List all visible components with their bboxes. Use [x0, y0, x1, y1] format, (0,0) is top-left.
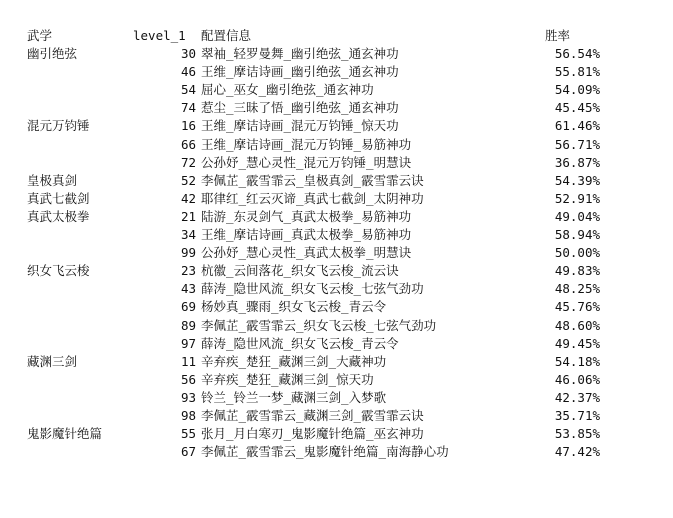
cell-peizhi: 辛弃疾_楚狂_藏渊三剑_惊天功 [201, 371, 374, 387]
cell-rate: 35.71% [554, 408, 600, 423]
cell-peizhi: 辛弃疾_楚狂_藏渊三剑_大藏神功 [201, 353, 387, 369]
table-row [0, 407, 673, 425]
cell-level: 23 [180, 263, 196, 279]
table-row [0, 117, 673, 135]
cell-rate: 49.83% [554, 263, 600, 279]
cell-level: 54 [180, 82, 196, 98]
cell-peizhi: 铃兰_铃兰一梦_藏渊三剑_入梦歌 [201, 389, 387, 405]
cell-rate: 58.94% [554, 227, 600, 242]
cell-level: 56 [180, 371, 196, 387]
cell-wuxue: 皇极真剑 [27, 172, 78, 188]
table-row [0, 154, 673, 172]
cell-peizhi: 惹尘_三昧了悟_幽引绝弦_通玄神功 [201, 100, 399, 116]
cell-rate: 45.76% [554, 299, 600, 315]
cell-peizhi: 王维_摩诘诗画_真武太极拳_易筋神功 [201, 227, 412, 242]
table-row [0, 262, 673, 280]
cell-level: 46 [180, 64, 196, 80]
cell-rate: 53.85% [554, 426, 600, 442]
cell-wuxue: 真武太极拳 [27, 208, 90, 224]
cell-peizhi: 王维_摩诘诗画_混元万钧锤_易筋神功 [201, 136, 412, 152]
table-row [0, 99, 673, 117]
cell-peizhi: 公孙妤_慧心灵性_混元万钧锤_明慧诀 [201, 154, 412, 170]
header-shenglv: 胜率 [545, 28, 571, 43]
header-wuxue: 武学 [27, 28, 53, 43]
cell-level: 11 [180, 353, 196, 369]
cell-wuxue: 幽引绝弦 [27, 46, 78, 61]
cell-peizhi: 李佩芷_霰雪霏云_藏渊三剑_霰雪霏云诀 [201, 408, 424, 423]
cell-rate: 52.91% [554, 190, 600, 206]
cell-wuxue: 混元万钧锤 [27, 118, 90, 134]
cell-level: 42 [180, 190, 196, 206]
cell-rate: 55.81% [554, 64, 600, 80]
cell-peizhi: 陆游_东灵剑气_真武太极拳_易筋神功 [201, 208, 412, 224]
cell-level: 93 [180, 389, 196, 405]
cell-rate: 46.06% [554, 371, 600, 387]
cell-peizhi: 张月_月白寒刃_鬼影魔针绝篇_巫玄神功 [201, 426, 424, 442]
cell-level: 98 [180, 408, 196, 423]
cell-level: 21 [180, 208, 196, 224]
cell-rate: 56.54% [554, 46, 600, 61]
table-row [0, 425, 673, 443]
cell-rate: 47.42% [554, 444, 600, 460]
cell-rate: 49.04% [554, 208, 600, 224]
cell-level: 34 [180, 227, 196, 242]
table-row [0, 45, 673, 63]
cell-level: 89 [180, 317, 196, 333]
cell-peizhi: 王维_摩诘诗画_混元万钧锤_惊天功 [201, 118, 399, 134]
cell-peizhi: 李佩芷_霰雪霏云_皇极真剑_霰雪霏云诀 [201, 172, 424, 188]
cell-rate: 42.37% [554, 389, 600, 405]
cell-level: 16 [180, 118, 196, 134]
cell-rate: 56.71% [554, 136, 600, 152]
cell-level: 99 [180, 245, 196, 261]
cell-level: 97 [180, 335, 196, 351]
cell-rate: 50.00% [554, 245, 600, 261]
cell-peizhi: 杨妙真_骤雨_织女飞云梭_青云令 [201, 299, 387, 315]
cell-wuxue: 织女飞云梭 [27, 263, 90, 279]
table-row [0, 226, 673, 244]
table-row [0, 172, 673, 190]
table-row [0, 190, 673, 208]
table-row [0, 136, 673, 154]
cell-level: 43 [180, 281, 196, 297]
header-row [0, 27, 673, 45]
table-row [0, 280, 673, 298]
cell-peizhi: 王维_摩诘诗画_幽引绝弦_通玄神功 [201, 64, 399, 80]
cell-level: 67 [180, 444, 196, 460]
cell-rate: 48.60% [554, 317, 600, 333]
cell-rate: 54.09% [554, 82, 600, 98]
cell-rate: 36.87% [554, 154, 600, 170]
cell-peizhi: 李佩芷_霰雪霏云_织女飞云梭_七弦气劲功 [201, 317, 437, 333]
cell-rate: 54.39% [554, 172, 600, 188]
cell-rate: 61.46% [554, 118, 600, 134]
cell-peizhi: 翠袖_轻罗曼舞_幽引绝弦_通玄神功 [201, 46, 399, 61]
cell-peizhi: 薛涛_隐世风流_织女飞云梭_七弦气劲功 [201, 281, 424, 297]
table-row [0, 63, 673, 81]
cell-level: 55 [180, 426, 196, 442]
table-row [0, 208, 673, 226]
cell-level: 69 [180, 299, 196, 315]
table-row [0, 81, 673, 99]
cell-wuxue: 藏渊三剑 [27, 353, 78, 369]
table-row [0, 335, 673, 353]
cell-wuxue: 鬼影魔针绝篇 [27, 426, 103, 442]
header-peizhi: 配置信息 [201, 28, 252, 43]
cell-level: 72 [180, 154, 196, 170]
header-level: level_1 [133, 28, 186, 43]
table-row [0, 353, 673, 371]
cell-rate: 48.25% [554, 281, 600, 297]
cell-level: 74 [180, 100, 196, 116]
table-row [0, 443, 673, 461]
cell-rate: 54.18% [554, 353, 600, 369]
cell-peizhi: 公孙妤_慧心灵性_真武太极拳_明慧诀 [201, 245, 412, 261]
table-row [0, 298, 673, 316]
cell-peizhi: 李佩芷_霰雪霏云_鬼影魔针绝篇_南海静心功 [201, 444, 449, 460]
cell-level: 66 [180, 136, 196, 152]
cell-level: 52 [180, 172, 196, 188]
cell-peizhi: 薛涛_隐世风流_织女飞云梭_青云令 [201, 335, 399, 351]
cell-peizhi: 耶律红_红云灭谛_真武七截剑_太阴神功 [201, 190, 424, 206]
cell-rate: 45.45% [554, 100, 600, 116]
cell-wuxue: 真武七截剑 [27, 190, 90, 206]
cell-rate: 49.45% [554, 335, 600, 351]
table-row [0, 371, 673, 389]
cell-peizhi: 杭徽_云间落花_织女飞云梭_流云诀 [201, 263, 399, 279]
table-row [0, 244, 673, 262]
table-row [0, 317, 673, 335]
table-row [0, 389, 673, 407]
cell-level: 30 [180, 46, 196, 61]
cell-peizhi: 屈心_巫女_幽引绝弦_通玄神功 [201, 82, 374, 98]
